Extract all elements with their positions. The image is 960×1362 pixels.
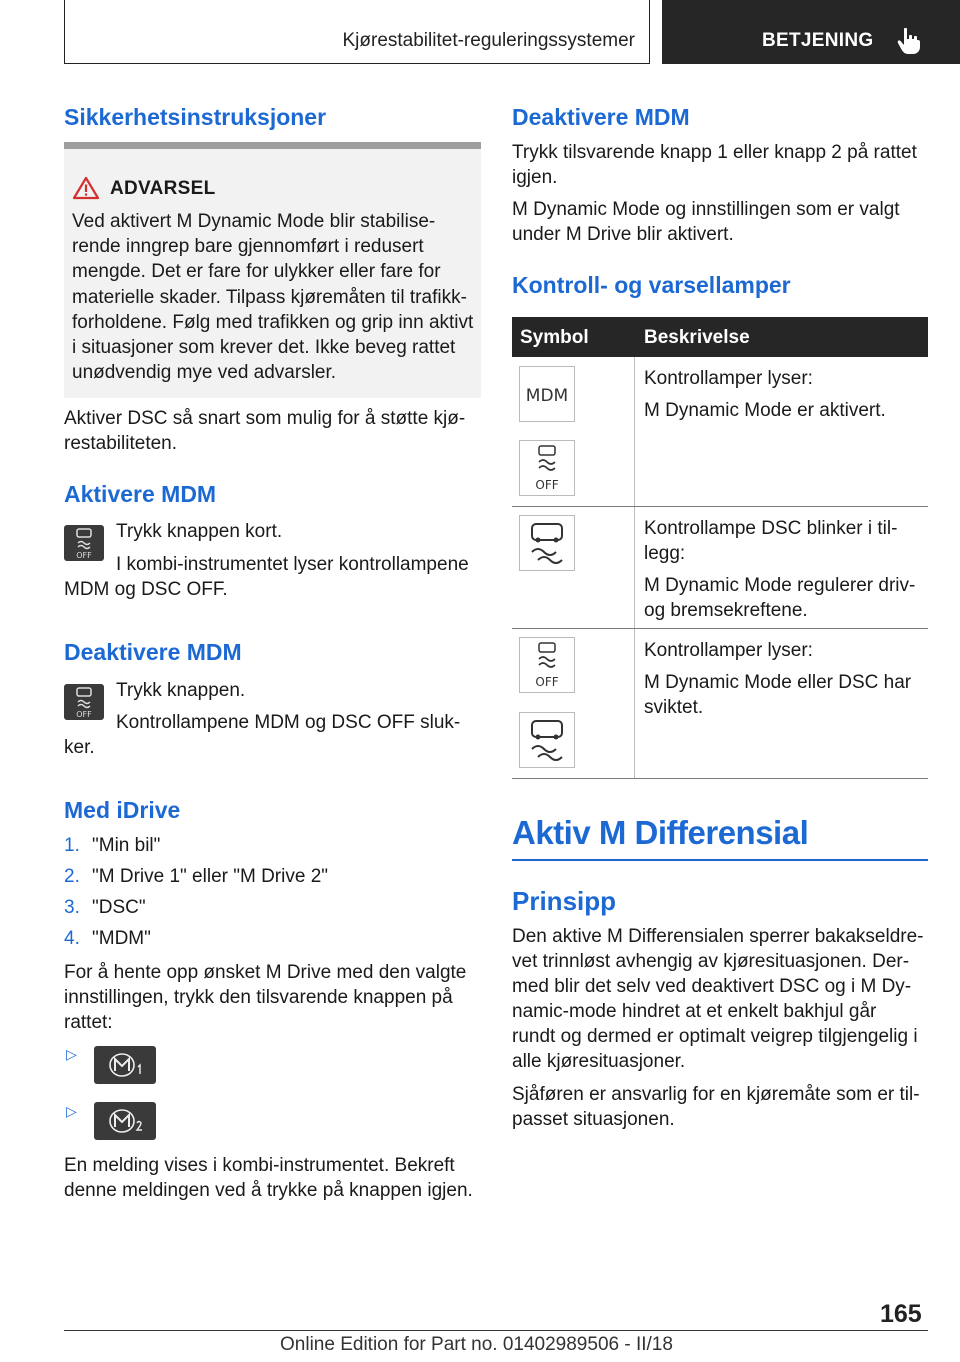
row2-desc-4: og bremsekreftene. bbox=[644, 600, 808, 621]
m1-button-icon bbox=[94, 1046, 156, 1084]
mdm-lamp-icon bbox=[519, 366, 575, 422]
text-line: vet trinnløst avhengig av kjøresituasjonen. Der- bbox=[512, 951, 910, 972]
text-line: En melding vises i kombi-instrumentet. Bekreft bbox=[64, 1155, 455, 1176]
warning-line: Ved aktivert M Dynamic Mode blir stabilise- bbox=[72, 211, 436, 232]
row1-desc-1: Kontrollamper lyser: bbox=[644, 368, 813, 389]
row2-desc-1: Kontrollampe DSC blinker i til- bbox=[644, 518, 898, 539]
deactivate-result-cont: ker. bbox=[64, 737, 95, 758]
row3-desc-1: Kontrollamper lyser: bbox=[644, 640, 813, 661]
page-number: 165 bbox=[880, 1300, 922, 1328]
deactivate2-text bbox=[512, 140, 917, 190]
text-line: alle kjøresituasjoner. bbox=[512, 1051, 686, 1072]
row3-desc-3: sviktet. bbox=[644, 697, 704, 718]
text-line: denne meldingen ved å trykke på knappen igjen. bbox=[64, 1180, 473, 1201]
header-section-title: Kjørestabilitet-reguleringssystemer bbox=[342, 30, 635, 51]
text-line: rundt og dermed er optimalt veigrep tilgjengelig i bbox=[512, 1026, 918, 1047]
dsc-off-button-icon bbox=[64, 525, 104, 561]
header-chapter-box bbox=[662, 0, 960, 64]
text-line: For å hente opp ønsket M Drive med den valgte bbox=[64, 962, 467, 983]
activate-result-cont: MDM og DSC OFF. bbox=[64, 579, 228, 600]
text-line: Aktiver DSC så snart som mulig for å støtte kjø- bbox=[64, 408, 466, 429]
text-line: namic-mode hindret at et enkelt bakhjul går bbox=[512, 1001, 877, 1022]
warning-line: i situasjoner som krever det. Ikke beveg rattet bbox=[72, 337, 456, 359]
list-item: 3. "DSC" bbox=[64, 897, 146, 918]
row3-desc-2: M Dynamic Mode eller DSC har bbox=[644, 672, 912, 693]
warning-line: materielle skader. Tilpass kjøremåten til trafikk- bbox=[72, 286, 467, 308]
dsc-off-lamp-icon bbox=[519, 440, 575, 496]
text-line: M Dynamic Mode og innstillingen som er valgt bbox=[512, 199, 900, 220]
diff-heading: Aktiv M Differensial bbox=[512, 814, 809, 851]
deactivate2-text2 bbox=[512, 197, 900, 247]
dsc-off-button-icon bbox=[64, 684, 104, 720]
deactivate-result: Kontrollampene MDM og DSC OFF sluk- bbox=[116, 712, 461, 733]
list-item: 1. "Min bil" bbox=[64, 835, 161, 856]
row-divider bbox=[512, 778, 928, 779]
warning-title: ADVARSEL bbox=[110, 178, 216, 199]
activate-heading: Aktivere MDM bbox=[64, 481, 217, 507]
activate-result: I kombi-instrumentet lyser kontrollampene bbox=[116, 554, 469, 575]
list-item: 4. "MDM" bbox=[64, 928, 151, 949]
idrive-steps bbox=[64, 830, 328, 954]
principle-heading: Prinsipp bbox=[512, 886, 617, 916]
warning-triangle-icon bbox=[72, 176, 100, 200]
warning-line: unødvendig mye ved advarsler. bbox=[72, 362, 337, 384]
footer-rule bbox=[64, 1330, 928, 1331]
footer-edition: Online Edition for Part no. 01402989506 - II/18 bbox=[280, 1334, 673, 1355]
deactivate2-heading: Deaktivere MDM bbox=[512, 104, 690, 130]
table-header bbox=[512, 317, 928, 357]
dsc-lamp-icon bbox=[519, 515, 575, 571]
dsc-paragraph bbox=[64, 406, 484, 456]
warning-line: rende inngrep bare gjennomført i redusert bbox=[72, 236, 424, 258]
list-item: 2. "M Drive 1" eller "M Drive 2" bbox=[64, 866, 329, 887]
bullet-marker: ▷ bbox=[66, 1103, 77, 1119]
warning-box bbox=[64, 142, 481, 398]
text-line: restabiliteten. bbox=[64, 433, 178, 454]
text-line: rattet: bbox=[64, 1012, 113, 1033]
text-line: passet situasjonen. bbox=[512, 1109, 675, 1130]
text-line: under M Drive blir aktivert. bbox=[512, 224, 734, 245]
lamps-heading: Kontroll- og varsellamper bbox=[512, 272, 791, 298]
m2-button-icon bbox=[94, 1102, 156, 1140]
svg-text:OFF: OFF bbox=[76, 710, 92, 719]
principle-paragraph bbox=[512, 924, 932, 1074]
header-chapter-title: BETJENING bbox=[762, 30, 874, 51]
row2-desc-2: legg: bbox=[644, 543, 686, 564]
row2-desc-3: M Dynamic Mode regulerer driv- bbox=[644, 575, 916, 596]
deactivate-heading: Deaktivere MDM bbox=[64, 639, 242, 665]
deactivate-step: Trykk knappen. bbox=[116, 680, 246, 701]
final-paragraph bbox=[64, 1153, 484, 1203]
dsc-off-lamp-icon bbox=[519, 637, 575, 693]
safety-heading: Sikkerhetsinstruksjoner bbox=[64, 104, 327, 130]
warning-line: forholdene. Følg med trafikken og grip inn aktivt bbox=[72, 311, 474, 333]
header-section-box bbox=[64, 0, 650, 64]
driver-paragraph bbox=[512, 1082, 932, 1132]
idrive-paragraph bbox=[64, 960, 484, 1035]
dsc-lamp-icon bbox=[519, 712, 575, 768]
heading-rule bbox=[512, 859, 928, 861]
idrive-heading: Med iDrive bbox=[64, 797, 181, 823]
row-divider bbox=[512, 506, 928, 507]
column-header-symbol: Symbol bbox=[520, 327, 589, 348]
svg-text:MDM: MDM bbox=[525, 386, 569, 406]
text-line: Trykk tilsvarende knapp 1 eller knapp 2 på rattet bbox=[512, 142, 917, 163]
svg-text:OFF: OFF bbox=[535, 478, 559, 492]
text-line: med blir det selv ved deaktivert DSC og i M Dy- bbox=[512, 976, 912, 997]
hand-pointer-icon bbox=[896, 27, 922, 55]
bullet-marker: ▷ bbox=[66, 1046, 77, 1062]
text-line: igjen. bbox=[512, 167, 558, 188]
warning-text bbox=[72, 209, 476, 385]
svg-text:OFF: OFF bbox=[76, 551, 92, 560]
text-line: Sjåføren er ansvarlig for en kjøremåte som er til- bbox=[512, 1084, 920, 1105]
column-header-description: Beskrivelse bbox=[644, 327, 750, 348]
warning-line: mengde. Det er fare for ulykker eller fare for bbox=[72, 261, 441, 283]
text-line: innstillingen, trykk den tilsvarende knappen på bbox=[64, 987, 453, 1008]
row-divider bbox=[512, 628, 928, 629]
column-divider bbox=[634, 357, 635, 778]
text-line: Den aktive M Differensialen sperrer bakakseldre- bbox=[512, 926, 924, 947]
svg-text:OFF: OFF bbox=[535, 675, 559, 689]
row1-desc-2: M Dynamic Mode er aktivert. bbox=[644, 400, 886, 421]
activate-step: Trykk knappen kort. bbox=[116, 521, 283, 542]
